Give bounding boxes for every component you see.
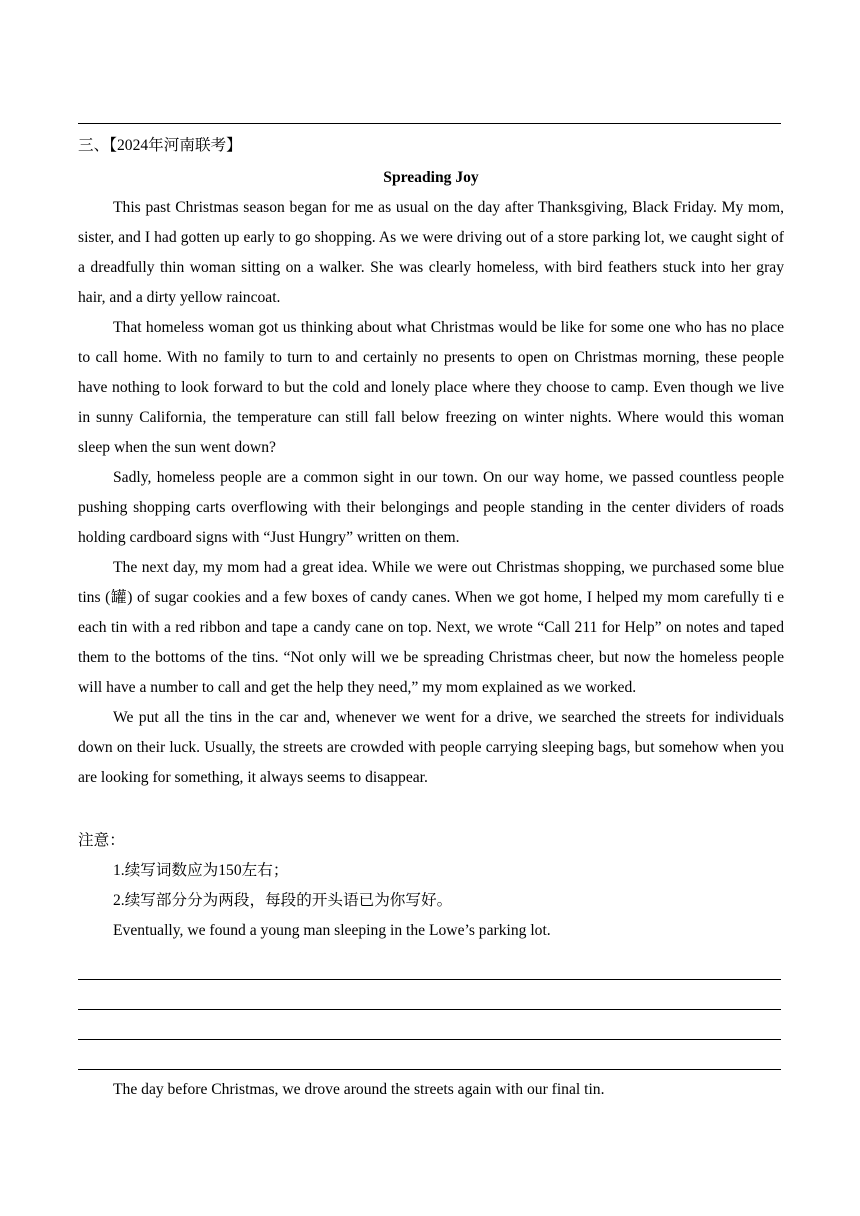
story-body (78, 193, 784, 793)
story-paragraph: The next day, my mom had a great idea. While we were out Christmas shopping, we purchased some blue tins (罐) of sugar cookies and a few boxes of candy canes. When we got home, I helped my mom carefully ti e each tin with a red ribbon and tape a candy cane on top. Next, we wrote “Call 211 for Help” on notes and taped them to the bottoms of the tins. “Not only will we be spreading Christmas cheer, but now the homeless people will have a number to call and get the help they need,” my mom explained as we worked. (78, 559, 784, 696)
section-heading (78, 131, 242, 161)
instruction-item: 1.续写词数应为150左右； (113, 862, 289, 879)
story-title: Spreading Joy (383, 169, 479, 186)
instructions-label: 注意： (78, 832, 125, 849)
instructions (78, 826, 784, 946)
header-rule (78, 123, 781, 124)
answer-line[interactable] (78, 1009, 781, 1010)
story-paragraph: This past Christmas season began for me as usual on the day after Thanksgiving, Black Friday. My mom, sister, and I had gotten up early to go shopping. As we were driving out of a store parking lot, we caught sight of a dreadfully thin woman sitting on a walker. She was clearly homeless, with bird feathers stuck into her gray hair, and a dirty yellow raincoat. (78, 199, 784, 306)
answer-line[interactable] (78, 979, 781, 980)
story-paragraph: That homeless woman got us thinking about what Christmas would be like for some one who has no place to call home. With no family to turn to and certainly no presents to open on Christmas morning, these people have nothing to look forward to but the cold and lonely place where they choose to camp. Even though we live in sunny California, the temperature can still fall below freezing on winter nights. Where would this woman sleep when the sun went down? (78, 319, 784, 456)
paragraph-opener-2: The day before Christmas, we drove around the streets again with our final tin. (113, 1081, 605, 1098)
answer-line[interactable] (78, 1069, 781, 1070)
story-paragraph: Sadly, homeless people are a common sight in our town. On our way home, we passed countless people pushing shopping carts overflowing with their belongings and people standing in the center dividers of roads holding cardboard signs with “Just Hungry” written on them. (78, 469, 784, 546)
section-source: 【2024年河南联考】 (109, 137, 242, 154)
story-paragraph: We put all the tins in the car and, whenever we went for a drive, we searched the streets for individuals down on their luck. Usually, the streets are crowded with people carrying sleeping bags, but somehow when you are looking for something, it always seems to disappear. (78, 709, 784, 786)
paragraph-opener-1: Eventually, we found a young man sleeping in the Lowe’s parking lot. (113, 922, 551, 939)
instruction-item: 2.续写部分分为两段，每段的开头语已为你写好。 (113, 892, 453, 909)
section-number: 三、 (78, 137, 110, 154)
answer-line[interactable] (78, 1039, 781, 1040)
